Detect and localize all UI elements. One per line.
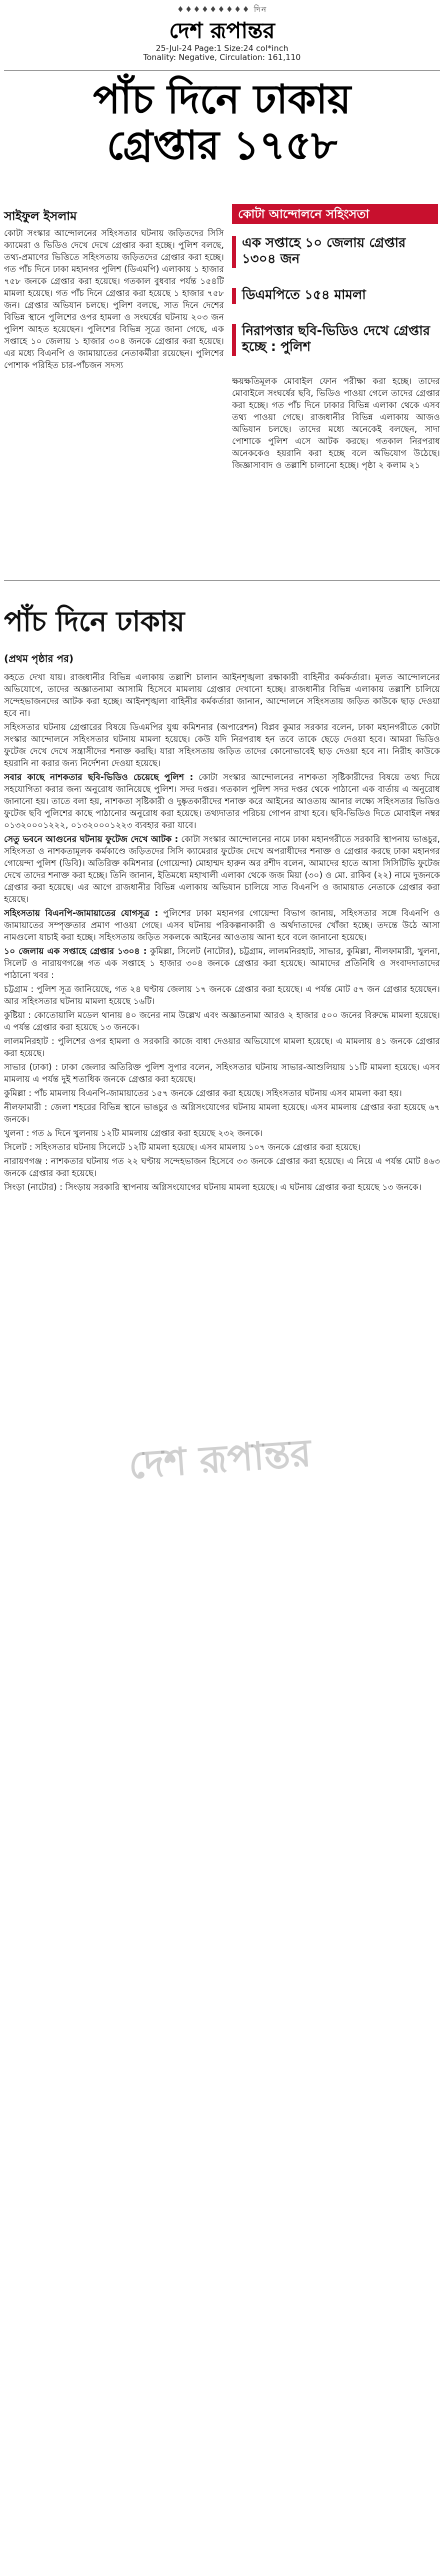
paragraph-text: পুলিশের ঢাকা মহানগর গোয়েন্দা বিভাগ জানায়, সহিংসতার সঙ্গে বিএনপি ও জামায়াতের সম্পৃক্ততার প্রমাণ পাওয়া গেছে। এসব ঘটনায় পরিকল্পনাকারী ও অর্থদাতাদের খোঁজা হচ্ছে। তদন্তে উঠে আসা নামগুলো যাচাই করা হচ্ছে। সহিংসতায় জড়িত সকলকে আইনের আওতায় আনা হবে বলে জানানো হয়েছে। (4, 909, 440, 943)
highlights-box (232, 200, 442, 370)
masthead-tagline: ♦♦♦♦♦♦♦♦♦ দিন (176, 5, 268, 14)
continuation-body (4, 672, 440, 2532)
headline-line-1: পাঁচ দিনে ঢাকায় (93, 76, 351, 123)
district-report: সিলেট : সহিংসতার ঘটনায় সিলেটে ১২টি মামলা হয়েছে। এসব মামলায় ১০৭ জনকে গ্রেপ্তার করা হয়েছে। (4, 1143, 361, 1153)
paragraph (4, 946, 440, 982)
subheading: সবার কাছে নাশকতার ছবি-ভিডিও চেয়েছে পুলিশ : (4, 773, 194, 783)
district-report: কুমিল্লা : পাঁচ মামলায় বিএনপি-জামায়াতের ১৫৭ জনকে গ্রেপ্তার করা হয়েছে। সহিংসতার ঘটনায় এসব মামলা করা হয়। (4, 1089, 403, 1099)
subheading: ১০ জেলায় এক সপ্তাহে গ্রেপ্তার ১৩০৪ : (4, 947, 147, 957)
highlights-header: কোটা আন্দোলনে সহিংসতা (232, 204, 438, 224)
subheading: সহিংসতায় বিএনপি-জামায়াতের যোগসূত্র : (4, 909, 159, 919)
paragraph-text: কোটা সংস্কার আন্দোলনের নামে ঢাকা মহানগরীতে সরকারি স্থাপনায় ভাঙচুর, সহিংসতা ও নাশকতামূলক কর্মকাণ্ডে জড়িতদের সিসি ক্যামেরার ফুটেজ দেখে অপরাধীদের শনাক্ত ও গ্রেপ্তার করছে ঢাকা মহানগর গোয়েন্দা পুলিশ (ডিবি)। অতিরিক্ত কমিশনার (গোয়েন্দা) মোহাম্মদ হারুন অর রশীদ বলেন, আমাদের হাতে আসা সিসিটিভি ফুটেজ দেখে তাদের শনাক্ত করা হচ্ছে। তিনি জানান, ইতিমধ্যে মহাখালী এলাকা থেকে জজ মিয়া (৩০) ও মো. রাকিব (২২) নামে দুজনকে গ্রেপ্তার করা হয়েছে। এর আগে রাজধানীর বিভিন্ন এলাকায় অভিযান চালিয়ে সাত বিএনপি ও জামায়াত নেতাকে গ্রেপ্তার করা হয়েছে। (4, 835, 440, 905)
subheading: সেতু ভবনে আগুনের ঘটনায় ফুটেজ দেখে আটক : (4, 835, 179, 845)
paragraph (4, 908, 440, 944)
divider (4, 70, 440, 71)
paragraph (4, 772, 440, 832)
lead-article-text-right: ক্ষয়ক্ষতিমূলক মোবাইল ফোন পরীক্ষা করা হচ্ছে। তাদের মোবাইলে সংঘর্ষের ছবি, ভিডিও পাওয়া গেলে তাদের গ্রেপ্তার করা হচ্ছে। গত পাঁচ দিনে ঢাকার বিভিন্ন এলাকা থেকে এসব তথ্য পাওয়া গেছে। রাজধানীর বিভিন্ন এলাকায় আজও অভিযান চলছে। তাদের মধ্যে অনেকেই বলছেন, সাদা পোশাকে পুলিশ এসে আটক করছে। গতকাল নিরপরাধ অনেককেও হয়রানি করা হচ্ছে বলে অভিযোগ উঠেছে। জিজ্ঞাসাবাদ ও তল্লাশি চালানো হচ্ছে। পৃষ্ঠা ২ কলাম ২১ (232, 377, 440, 471)
district-report: সিংড়া (নাটোর) : সিংড়ায় সরকারি স্থাপনায় অগ্নিসংযোগের ঘটনায় মামলা হয়েছে। এ ঘটনায় গ্রেপ্তার করা হয়েছে ১৩ জনকে। (4, 1183, 422, 1193)
paragraph-text: কুমিল্লা, সিলেট (নাটোর), চট্টগ্রাম, লালমনিরহাট, সাভার, কুমিল্লা, নীলফামারী, খুলনা, সিলেট ও নারায়ণগঞ্জে গত এক সপ্তাহে ১ হাজার ৩০৪ জনকে গ্রেপ্তার করা হয়েছে। আমাদের প্রতিনিধি ও সংবাদদাতাদের পাঠানো খবর : (4, 947, 440, 981)
continuation-note: (প্রথম পৃষ্ঠার পর) (4, 654, 74, 665)
highlight-item: এক সপ্তাহে ১০ জেলায় গ্রেপ্তার ১৩০৪ জন (232, 236, 442, 268)
district-report: নীলফামারী : জেলা শহরের বিভিন্ন স্থানে ভাঙচুর ও অগ্নিসংযোগের ঘটনায় মামলা হয়েছে। এসব মামলায় গ্রেপ্তার করা হয়েছে ৬৭ জনকে। (4, 1103, 440, 1125)
byline: সাইফুল ইসলাম (4, 209, 77, 223)
main-headline (20, 78, 424, 170)
continuation-title: পাঁচ দিনে ঢাকায় (4, 605, 185, 638)
highlight-item: নিরাপত্তার ছবি-ভিডিও দেখে গ্রেপ্তার হচ্ছে : পুলিশ (232, 324, 442, 356)
district-report: লালমনিরহাট : পুলিশের ওপর হামলা ও সরকারি কাজে বাধা দেওয়ার অভিযোগে মামলা হয়েছে। এ মামলায় ৪১ জনকে গ্রেপ্তার করা হয়েছে। (4, 1037, 440, 1059)
paragraph (4, 834, 440, 906)
paragraph: কহতে দেখা যায়। রাজধানীর বিভিন্ন এলাকায় তল্লাশি চালান আইনশৃঙ্খলা রক্ষাকারী বাহিনীর কর্মকর্তারা। মূলত আন্দোলনের অভিযোগে, তাদের অজ্ঞাতনামা আসামি হিসেবে মামলায় গ্রেপ্তার দেখানো হচ্ছে। রাজধানীর বিভিন্ন এলাকায় তল্লাশি চালিয়ে সন্দেহভাজনদের আটক করা হচ্ছে। আইনশৃঙ্খলা বাহিনীর কর্মকর্তারা জানান, আন্দোলনে সহিংসতায় জড়িত কাউকে ছাড় দেওয়া হবে না। (4, 673, 440, 719)
highlight-item: ডিএমপিতে ১৫৪ মামলা (232, 288, 442, 304)
headline-line-2: গ্রেপ্তার ১৭৫৮ (106, 122, 338, 169)
clipping-circulation-line: Tonality: Negative, Circulation: 161,110 (143, 53, 301, 62)
district-report: কুষ্টিয়া : কোতোয়ালি মডেল থানায় ৪০ জনের নাম উল্লেখ এবং অজ্ঞাতনামা আরও ২ হাজার ৫০০ জনের বিরুদ্ধে মামলা হয়েছে। এ পর্যন্ত গ্রেপ্তার করা হয়েছে ১৩ জনকে। (4, 1011, 440, 1033)
newspaper-logo: দেশ রূপান্তর (169, 18, 275, 44)
lead-article-text: কোটা সংস্কার আন্দোলনের সহিংসতার ঘটনায় জড়িতদের সিসি ক্যামেরা ও ভিডিও দেখে দেখে গ্রেপ্তার করা হচ্ছে। পুলিশ বলছে, তথ্য-প্রমাণের ভিত্তিতে সহিংসতায় জড়িতদের গ্রেপ্তার করা হচ্ছে। গত পাঁচ দিনে ঢাকা মহানগর পুলিশ (ডিএমপি) এলাকায় ১ হাজার ৭৫৮ জনকে গ্রেপ্তার করা হয়েছে। গতকাল বুধবার পর্যন্ত ১৫৪টি মামলা হয়েছে। গত পাঁচ দিনে গ্রেপ্তার করা হয়েছে ১ হাজার ৭৫৮ জন। গ্রেপ্তার অভিযান চলছে। পুলিশ বলছে, সাত দিনে দেশের বিভিন্ন স্থানে পুলিশের ওপর হামলা ও সংঘর্ষের ঘটনায় ২০৩ জন পুলিশ আহত হয়েছেন। পুলিশের বিভিন্ন সূত্রে জানা গেছে, এক সপ্তাহে ১০ জেলায় ১ হাজার ৩০৪ জনকে গ্রেপ্তার করা হয়েছে। এর মধ্যে বিএনপি ও জামায়াতের নেতাকর্মীরা রয়েছেন। পুলিশের পোশাক পরিহিত চার-পাঁচজন সদস্য (4, 229, 224, 371)
district-report: নারায়ণগঞ্জ : নাশকতার ঘটনায় গত ২২ ঘণ্টায় সন্দেহভাজন হিসেবে ৩৩ জনকে গ্রেপ্তার করা হয়েছে। এ নিয়ে এ পর্যন্ত মোট ৪৬৩ জনকে গ্রেপ্তার করা হয়েছে। (4, 1157, 440, 1179)
divider (4, 580, 440, 581)
watermark-logo: দেশ রূপান্তর (127, 1429, 313, 1488)
clipping-meta (0, 44, 444, 62)
paragraph: সহিংসতার ঘটনায় গ্রেপ্তারের বিষয়ে ডিএমপির যুগ্ম কমিশনার (অপারেশন) বিপ্লব কুমার সরকার বলেন, ঢাকা মহানগরীতে কোটা সংস্কার আন্দোলনে সহিংসতার ঘটনায় মামলা হয়েছে। কেউ যদি নিরপরাধ হন তবে তাকে ছেড়ে দেওয়া হবে। আমরা ভিডিও ফুটেজ দেখে দেখে সন্ত্রাসীদের শনাক্ত করছি। যারা সহিংসতায় জড়িত তাদের কোনোভাবেই ছাড় দেওয়া হবে না। নিরীহ কাউকে হয়রানি না করার জন্য নির্দেশনা দেওয়া হয়েছে। (4, 723, 440, 769)
masthead (0, 0, 444, 62)
paragraph-text: কোটা সংস্কার আন্দোলনের নাশকতা সৃষ্টিকারীদের বিষয়ে তথ্য দিয়ে সহযোগিতা করার জন্য অনুরোধ জানিয়েছে পুলিশ। সদর দপ্তর। গতকাল পুলিশ সদর দপ্তর থেকে পাঠানো এক বার্তায় এ অনুরোধ জানানো হয়। তাতে বলা হয়, নাশকতা সৃষ্টিকারী ও দুষ্কৃতকারীদের শনাক্ত করে আইনের আওতায় আনার লক্ষ্যে সহিংসতার ভিডিও ফুটেজ ছবি পুলিশের কাছে পাঠানোর অনুরোধ করা হয়েছে। তথ্যদাতার পরিচয় গোপন রাখা হবে। ছবি-ভিডিও দিতে মোবাইল নম্বর ০১৩২০০০১২২২, ০১৩২০০০১২২৩ ব্যবহার করা যাবে। (4, 773, 440, 831)
district-report: চট্টগ্রাম : পুলিশ সূত্র জানিয়েছে, গত ২৪ ঘণ্টায় জেলায় ১৭ জনকে গ্রেপ্তার করা হয়েছে। এ পর্যন্ত মোট ৫৭ জন গ্রেপ্তার হয়েছেন। আর সহিংসতার ঘটনায় মামলা হয়েছে ১৬টি। (4, 985, 440, 1007)
district-report: সাভার (ঢাকা) : ঢাকা জেলার অতিরিক্ত পুলিশ সুপার বলেন, সহিংসতার ঘটনায় সাভার-আশুলিয়ায় ১১টি মামলা হয়েছে। এসব মামলায় এ পর্যন্ত দুই শতাধিক জনকে গ্রেপ্তার করা হয়েছে। (4, 1063, 440, 1085)
district-report: খুলনা : গত ৯ দিনে খুলনায় ১২টি মামলায় গ্রেপ্তার করা হয়েছে ২৩২ জনকে। (4, 1129, 263, 1139)
clipping-date-line: 25-Jul-24 Page:1 Size:24 col*inch (155, 44, 289, 53)
